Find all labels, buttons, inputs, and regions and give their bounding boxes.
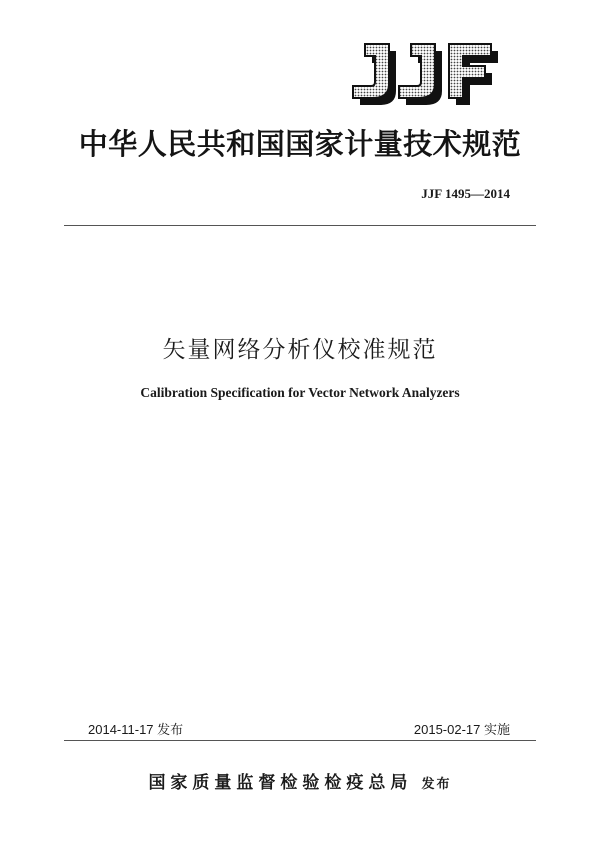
standard-number: JJF 1495—2014 — [421, 186, 510, 201]
issuing-authority: 国家质量监督检验检疫总局 — [148, 773, 413, 793]
issuing-action: 发布 — [421, 777, 452, 792]
standard-category-title: 中华人民共和国国家计量技术规范 — [78, 127, 522, 161]
document-title-chinese: 矢量网络分析仪校准规范 — [162, 337, 438, 363]
jjf-logo-graphic — [345, 40, 505, 110]
issuer-line — [0, 768, 600, 793]
top-divider — [64, 225, 536, 226]
effective-date: 2015-02-17 实施 — [413, 722, 510, 737]
issue-date: 2014-11-17 发布 — [88, 722, 184, 737]
bottom-divider — [64, 740, 536, 741]
document-title-english: Calibration Specification for Vector Network Analyzers — [140, 385, 460, 400]
jjf-logo — [345, 40, 505, 110]
